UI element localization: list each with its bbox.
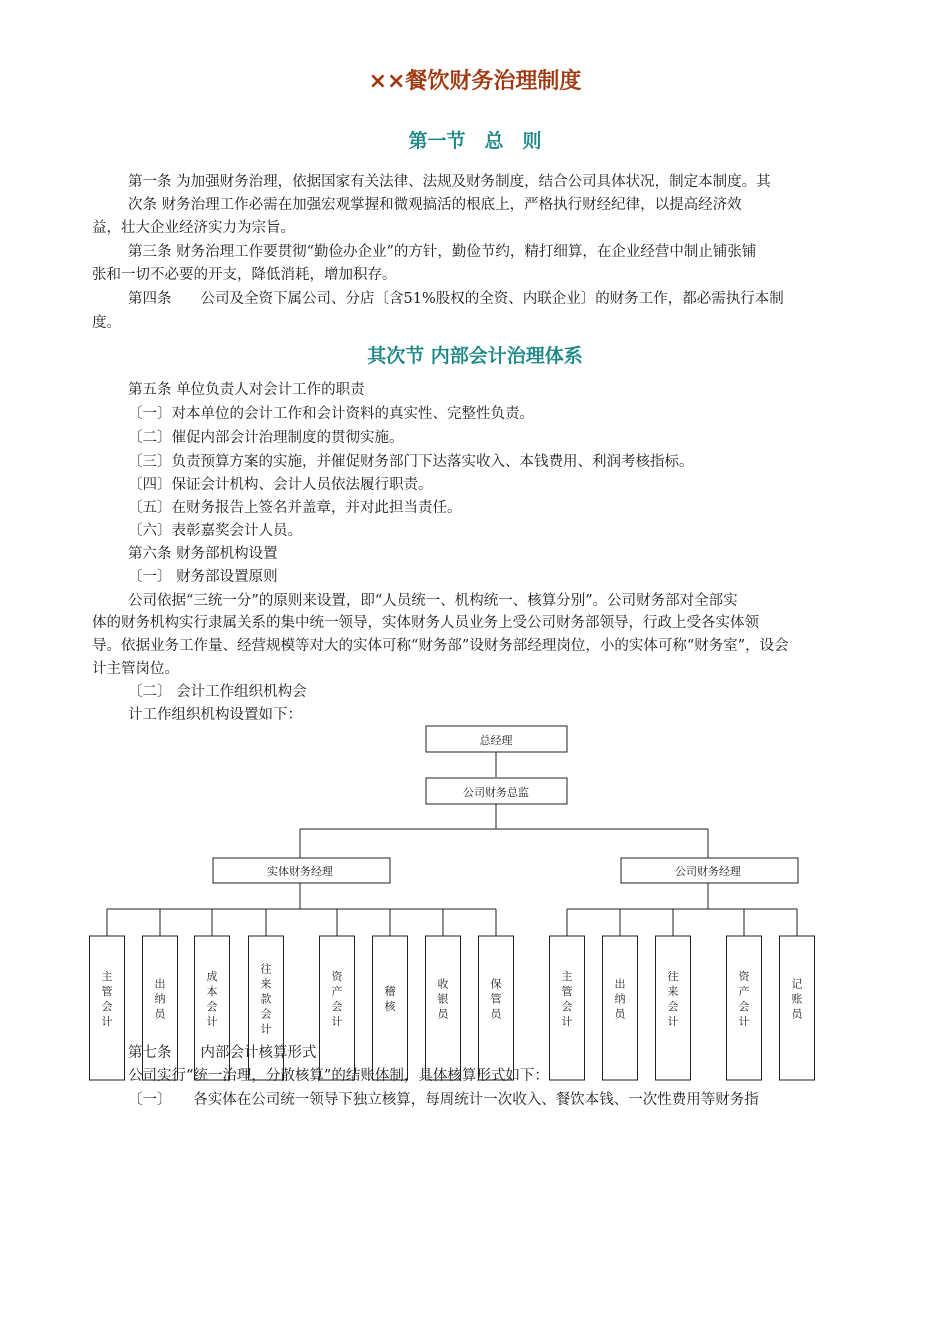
article-7-line-1: 公司实行“统一治理，分散核算”的结账体制，具体核算形式如下： xyxy=(128,1068,549,1084)
document-title: ××餐饮财务治理制度 xyxy=(368,69,582,94)
org-label-entity-finance-manager: 实体财务经理 xyxy=(267,865,333,878)
article-6-para-line-2: 体的财务机构实行隶属关系的集中统一领导，实体财务人员业务上受公司财务部领导，行政上受各实体领 xyxy=(92,615,759,631)
section-heading-general: 第一节 总 则 xyxy=(408,130,542,152)
article-4-line-2: 度。 xyxy=(92,315,121,331)
article-6-heading: 第六条 财务部机构设置 xyxy=(128,546,278,562)
article-6-item-2-cont: 计工作组织机构设置如下： xyxy=(128,707,302,723)
article-6-para-line-1: 公司依据“三统一分”的原则来设置，即“人员统一、机构统一、核算分别”。公司财务部对全部实 xyxy=(128,593,738,609)
org-label-company-finance-manager: 公司财务经理 xyxy=(675,865,741,878)
entity-role-label: 出纳员 xyxy=(154,977,166,1021)
article-6-item-1: 〔一〕 财务部设置原则 xyxy=(128,569,278,585)
article-6-item-2: 〔二〕 会计工作组织机构会 xyxy=(128,684,307,700)
entity-role-label: 资产会计 xyxy=(331,970,343,1028)
article-2-line-2: 益，壮大企业经济实力为宗旨。 xyxy=(92,220,295,236)
article-5-item-2: 〔二〕催促内部会计治理制度的贯彻实施。 xyxy=(128,430,404,446)
section-heading-accounting-system: 其次节 内部会计治理体系 xyxy=(367,345,583,367)
article-5-item-5: 〔五〕在财务报告上签名并盖章，并对此担当责任。 xyxy=(128,500,462,516)
entity-role-label: 收银员 xyxy=(437,977,449,1021)
org-chart xyxy=(0,718,950,1088)
entity-role-label: 成本会计 xyxy=(206,970,218,1028)
org-label-finance-director: 公司财务总监 xyxy=(463,786,529,799)
article-7-heading: 第七条 内部会计核算形式 xyxy=(128,1045,317,1061)
article-5-item-1: 〔一〕对本单位的会计工作和会计资料的真实性、完整性负责。 xyxy=(128,406,534,422)
org-label-general-manager: 总经理 xyxy=(479,734,513,747)
company-role-label: 出纳员 xyxy=(614,977,626,1021)
company-role-label: 资产会计 xyxy=(738,970,750,1028)
entity-role-label: 稽核 xyxy=(384,985,396,1013)
article-4-line-1: 第四条 公司及全资下属公司、分店〔含51%股权的全资、内联企业〕的财务工作，都必需执行本制 xyxy=(128,291,784,307)
company-role-label: 记账员 xyxy=(791,977,803,1021)
company-role-label: 往来会计 xyxy=(667,970,679,1028)
entity-role-label: 往来款会计 xyxy=(260,962,272,1036)
article-3-line-1: 第三条 财务治理工作要贯彻“勤俭办企业”的方针，勤俭节约，精打细算，在企业经营中制止铺张铺 xyxy=(128,244,757,260)
entity-role-label: 主管会计 xyxy=(101,970,113,1028)
article-5-item-6: 〔六〕表彰嘉奖会计人员。 xyxy=(128,523,302,539)
article-5-item-3: 〔三〕负责预算方案的实施，并催促财务部门下达落实收入、本钱费用、利润考核指标。 xyxy=(128,454,694,470)
article-2-line-1: 次条 财务治理工作必需在加强宏观掌握和微观搞活的根底上，严格执行财经纪律，以提高经济效 xyxy=(128,197,742,213)
article-6-para-line-4: 计主管岗位。 xyxy=(92,661,179,677)
article-7-item-1: 〔一〕 各实体在公司统一领导下独立核算，每周统计一次收入、餐饮本钱、一次性费用等财务指 xyxy=(128,1092,759,1108)
company-role-label: 主管会计 xyxy=(561,970,573,1028)
article-6-para-line-3: 导。依据业务工作量、经营规模等对大的实体可称“财务部”设财务部经理岗位，小的实体可称“财务室”，设会 xyxy=(92,638,789,654)
article-3-line-2: 张和一切不必要的开支，降低消耗，增加积存。 xyxy=(92,267,397,283)
article-5-heading: 第五条 单位负责人对会计工作的职责 xyxy=(128,382,365,398)
article-1-line-1: 第一条 为加强财务治理，依据国家有关法律、法规及财务制度，结合公司具体状况，制定本制度。其 xyxy=(128,174,771,190)
entity-role-label: 保管员 xyxy=(490,977,502,1021)
article-5-item-4: 〔四〕保证会计机构、会计人员依法履行职责。 xyxy=(128,477,433,493)
